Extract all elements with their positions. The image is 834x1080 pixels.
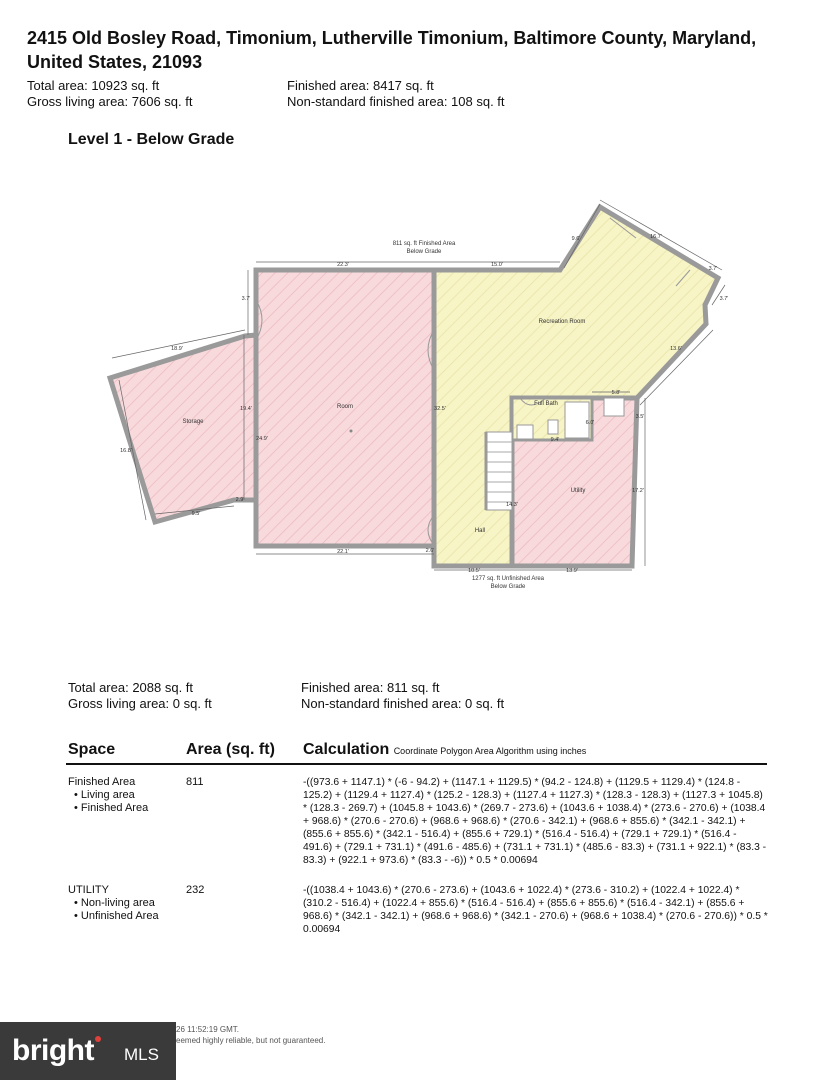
column-header-space: Space xyxy=(68,741,116,758)
property-address: 2415 Old Bosley Road, Timonium, Lutherville Timonium, Baltimore County, Maryland, United States, 21093 xyxy=(27,28,757,72)
table-row-calculation: -((1038.4 + 1043.6) * (270.6 - 273.6) + (1043.6 + 1022.4) * (273.6 - 310.2) + (1022.4 + 1022.4) * (310.2 - 516.4) + (1022.4 + 855.6) * (516.4 - 516.4) + (855.6 + 855.6) * (516.4 - 342.1) + (855.6 + 968.6) * (342.1 - 342.1) + (968.6 + 968.6) * (342.1 - 270.6) + (968.6 + 1038.4) * (270.6 - 270.6)) * 0.5 * 0.00694 xyxy=(303,885,768,935)
table-row-area: 232 xyxy=(186,884,205,896)
stairs xyxy=(486,432,512,510)
dim-22-3: 22.3' xyxy=(337,262,349,268)
unfinished-note-1: 1277 sq. ft Unfinished Area xyxy=(471,576,545,582)
toilet xyxy=(548,420,558,434)
dim-6-0: 6.0' xyxy=(585,420,595,426)
logo-brand: bright xyxy=(12,1034,94,1067)
dim-15-0: 15.0' xyxy=(491,262,503,268)
room-center-marker xyxy=(350,430,353,433)
space-name: Finished Area xyxy=(68,776,136,788)
dim-9-5: 9.5' xyxy=(191,511,201,517)
footer-timestamp: 26 11:52:19 GMT. xyxy=(176,1025,239,1034)
header-divider xyxy=(66,763,767,765)
column-header-calculation xyxy=(303,741,586,759)
gross-living-area: Gross living area: 7606 sq. ft xyxy=(27,94,193,109)
space-name: UTILITY xyxy=(68,884,109,896)
table-row-calculation: -((973.6 + 1147.1) * (-6 - 94.2) + (1147.1 + 1129.5) * (94.2 - 124.8) + (1129.5 + 1129.4) * (124.8 - 125.2) + (1129.4 + 1127.4) * (125.2 - 128.3) + (1127.4 + 1127.3) * (128.3 - 128.3) + (1127.3 + 1045.8) * (128.3 - 269.7) + (1045.8 + 1043.6) * (269.7 - 273.6) + (1043.6 + 1038.4) * (273.6 - 270.6) + (1038.4 + 968.6) * (270.6 - 270.6) + (968.6 + 968.6) * (270.6 - 342.1) + (968.6 + 855.6) * (342.1 - 342.1) + (855.6 + 855.6) * (342.1 - 516.4) + (855.6 + 729.1) * (516.4 - 516.4) + (729.1 + 729.1) * (516.4 - 491.6) + (729.1 + 731.1) * (491.6 - 485.6) + (731.1 + 731.1) * (485.6 - 83.3) + (731.1 + 922.1) * (83.3 - 83.3) + (922.1 + 973.6) * (83.3 - -6)) * 0.5 * 0.00694 xyxy=(303,777,767,866)
dim-14-3: 14.3' xyxy=(506,502,518,508)
nonstandard-area: Non-standard finished area: 108 sq. ft xyxy=(287,94,505,109)
space-sub-item: • Non-living area xyxy=(74,897,159,910)
level-nonstandard-area: Non-standard finished area: 0 sq. ft xyxy=(301,696,505,711)
dim-2-9: 2.9' xyxy=(235,497,245,503)
room-label-full-bath: Full Bath xyxy=(534,401,558,407)
logo-suffix: MLS xyxy=(124,1045,159,1064)
dim-32-5: 32.5' xyxy=(434,406,446,412)
dim-13-9: 13.9' xyxy=(566,568,578,574)
storage-area xyxy=(110,335,256,522)
dim-19-4: 19.4' xyxy=(240,406,252,412)
room-label-utility: Utility xyxy=(570,488,586,494)
calculation-label: Calculation xyxy=(303,741,390,758)
unfinished-note-2: Below Grade xyxy=(490,584,526,590)
dim-22-1: 22.1' xyxy=(337,549,349,555)
dim-16-8: 16.8' xyxy=(120,448,132,454)
calculation-method-note: Coordinate Polygon Area Algorithm using inches xyxy=(393,746,587,756)
room-label-room: Room xyxy=(336,404,354,410)
dim-2-6: 2.6' xyxy=(425,548,435,554)
dim-9-4: 9.4' xyxy=(550,437,560,443)
column-header-area: Area (sq. ft) xyxy=(186,741,275,758)
table-row-space xyxy=(68,884,159,923)
dim-5-8: 5.8' xyxy=(611,390,621,396)
space-sub-item: • Living area xyxy=(74,789,148,802)
total-area: Total area: 10923 sq. ft xyxy=(27,78,160,93)
dim-17-2: 17.2' xyxy=(632,488,644,494)
footer-disclaimer: eemed highly reliable, but not guaranteed. xyxy=(176,1036,326,1045)
dim-3-5: 3.5' xyxy=(635,414,645,420)
floor-plan xyxy=(0,195,834,595)
dim-3-7a: 3.7' xyxy=(708,266,718,272)
room-label-storage: Storage xyxy=(182,419,204,425)
bright-mls-logo xyxy=(0,1022,176,1080)
logo-dot xyxy=(95,1036,101,1042)
room-label-recreation: Recreation Room xyxy=(538,319,586,325)
room-label-hall: Hall xyxy=(474,528,486,534)
dim-18-9: 18.9' xyxy=(171,346,183,352)
finished-note-2: Below Grade xyxy=(406,249,442,255)
space-sub-item: • Unfinished Area xyxy=(74,910,159,923)
dim-13-6: 13.6' xyxy=(670,346,682,352)
finished-note-1: 811 sq. ft Finished Area xyxy=(392,241,456,247)
level-gross-living-area: Gross living area: 0 sq. ft xyxy=(68,696,212,711)
space-sub-item: • Finished Area xyxy=(74,802,148,815)
dim-16-7: 16.7' xyxy=(650,234,662,240)
level-title: Level 1 - Below Grade xyxy=(68,131,235,148)
dim-9-6: 9.6' xyxy=(571,236,581,242)
water-heater xyxy=(604,398,624,416)
dim-3-7-left: 3.7' xyxy=(241,296,251,302)
sink xyxy=(517,425,533,439)
table-row-space xyxy=(68,776,148,815)
level-total-area: Total area: 2088 sq. ft xyxy=(68,680,194,695)
level-finished-area: Finished area: 811 sq. ft xyxy=(301,680,440,695)
dim-3-7b: 3.7' xyxy=(719,296,729,302)
dim-24-9: 24.9' xyxy=(256,436,268,442)
dim-10-5: 10.5' xyxy=(468,568,480,574)
table-row-area: 811 xyxy=(186,776,204,788)
finished-area: Finished area: 8417 sq. ft xyxy=(287,78,434,93)
